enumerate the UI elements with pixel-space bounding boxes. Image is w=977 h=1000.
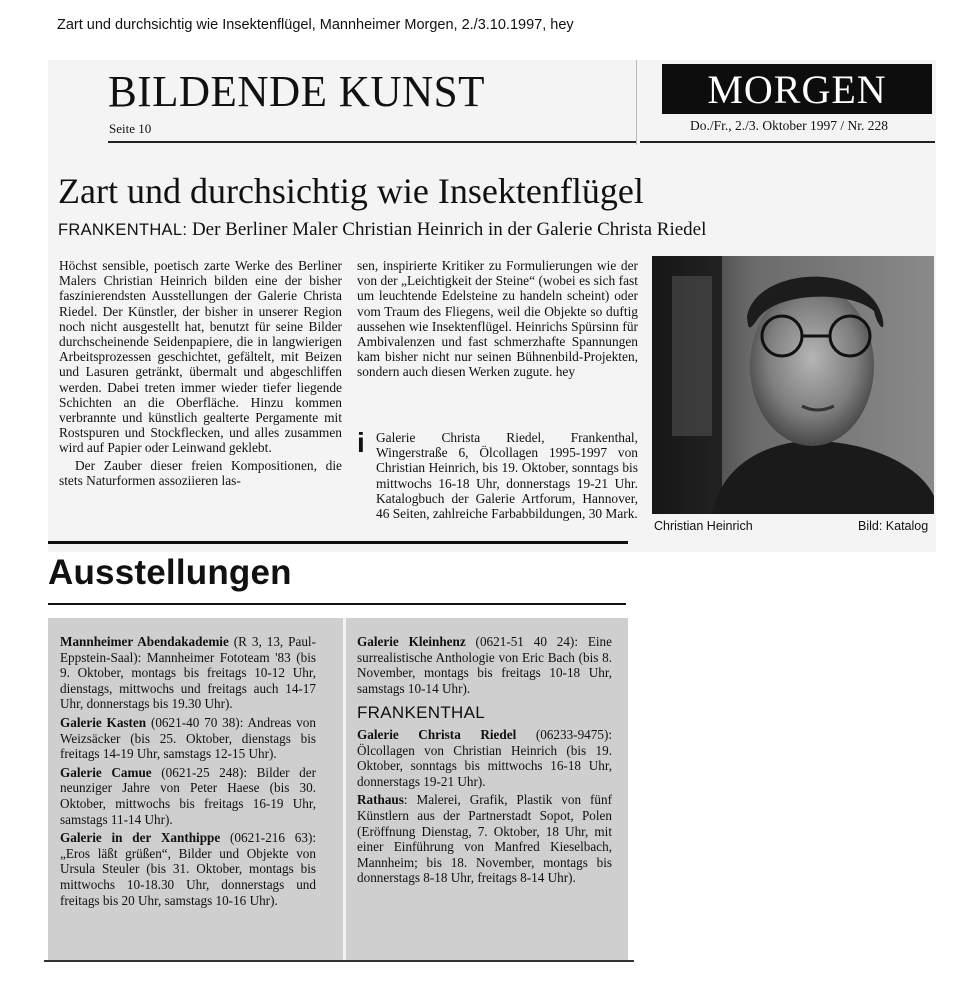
city-subheading: FRANKENTHAL <box>357 703 485 723</box>
listing-details: : Malerei, Grafik, Plastik von fünf Künstlern aus der Partnerstadt Sopot, Polen (Eröffnung Dienstag, 7. Oktober, 18 Uhr, mit einer Einführung von Manfred Kieselbach, Mannheim; bis 18. November, montags bis donnerstags 8-18 Uhr, freitags 8-14 Uhr). <box>357 792 612 886</box>
listing-item <box>60 830 316 908</box>
listing-venue: Mannheimer Abendakademie <box>60 634 229 649</box>
exhibitions-bottom-rule <box>44 960 634 962</box>
document-caption: Zart und durchsichtig wie Insektenflügel, Mannheimer Morgen, 2./3.10.1997, hey <box>57 17 574 33</box>
article-column-1 <box>59 258 342 488</box>
listing-item <box>60 765 316 827</box>
listing-details: (0621-40 70 38): Andreas von Weizsäcker (bis 25. Oktober, dienstags bis freitags 14-19 Uhr, samstags 12-15 Uhr). <box>60 714 316 762</box>
article-paragraph: sen, inspirierte Kritiker zu Formulierungen wie der von der „Leichtigkeit der Steine“ (wobei es sich fast um leuchtende Edelsteine zu handeln scheint) oder vom Traum des Fliegens, weil die Objekte so duftig aussehen wie Insektenflügel. Heinrichs Spürsinn für Ambivalenzen und fast schmerzhafte Spannungen kam bisher nicht nur seinen Bühnenbild-Projekten, sondern auch diesen Werken zugute. hey <box>357 258 638 380</box>
photo-credit: Bild: Katalog <box>858 519 929 533</box>
page-number: Seite 10 <box>109 121 152 136</box>
listing-item <box>357 727 612 789</box>
listing-details: (0621-51 40 24): Eine surrealistische Anthologie von Eric Bach (bis 8. November, montags bis freitags 10-18 Uhr, samstags 10-14 Uhr). <box>357 634 612 696</box>
listing-item <box>60 715 316 762</box>
listing-details: (0621-25 248): Bilder der neunziger Jahre von Peter Haese (bis 30. Oktober, mittwochs bis freitags 16-19 Uhr, samstags 11-14 Uhr). <box>60 764 317 827</box>
article-headline: Zart und durchsichtig wie Insektenflügel <box>58 171 644 211</box>
article-kicker: FRANKENTHAL: <box>58 221 188 239</box>
listing-details: (06233-9475): Ölcollagen von Christian Heinrich (bis 19. Oktober, sonntags bis mittwochs 16-18 Uhr, donnerstags 19-21 Uhr). <box>357 726 612 789</box>
newspaper-logo <box>662 64 932 114</box>
listing-details: (0621-216 63): „Eros läßt grüßen“, Bilder und Objekte von Ursula Steuler (bis 31. Oktober, montags bis mittwochs 10-18.30 Uhr, donnerstags und freitags bis 20 Uhr, samstags 10-16 Uhr). <box>60 830 316 908</box>
section-title: BILDENDE KUNST <box>108 67 485 116</box>
listing-item <box>357 634 612 696</box>
article-subheadline: Der Berliner Maler Christian Heinrich in der Galerie Christa Riedel <box>191 219 707 240</box>
listing-details: (R 3, 13, Paul-Eppstein-Saal): Mannheimer Fototeam '83 (bis 9. Oktober, montags bis freitags 10-12 Uhr, dienstags, mittwochs und freitags auch 14-17 Uhr, donnerstags bis 19.30 Uhr). <box>60 634 316 712</box>
portrait-image <box>652 256 934 514</box>
listing-venue: Galerie Camue <box>60 764 152 780</box>
exhibitions-rule <box>48 603 626 605</box>
logo-text: MORGEN <box>707 66 887 112</box>
info-icon: i <box>357 427 365 458</box>
listing-venue: Galerie Kleinhenz <box>357 634 466 649</box>
exhibitions-column-left <box>60 634 316 911</box>
article-paragraph: Höchst sensible, poetisch zarte Werke des Berliner Malers Christian Heinrich bilden eine der bisher faszinierendsten Ausstellungen der Galerie Christa Riedel. Der Künstler, der bisher in unserer Region noch nicht ausgestellt hat, benutzt für seine Bilder durchscheinende Seidenpapiere, die in langwierigen Arbeitsprozessen geschichtet, gefältelt, mit Beizen und Lasuren getränkt, übermalt und abgeschliffen werden. Dabei treten immer wieder tiefer liegende Schichten an die Oberfläche. Hinzu kommen verbrannte und künstlich gealterte Pergamente mit Rostspuren und Stockflecken, und alles zusammen wird auf Papier oder Leinwand geklebt. <box>59 258 342 456</box>
column-divider <box>343 618 346 960</box>
listing-venue: Galerie Christa Riedel <box>357 726 517 742</box>
issue-rule <box>640 141 935 143</box>
artist-photo <box>652 256 934 514</box>
header-rule <box>108 141 636 143</box>
header-divider <box>636 60 637 145</box>
listing-venue: Galerie in der Xanthippe <box>60 830 221 846</box>
article-bottom-rule <box>48 541 628 544</box>
article-column-2 <box>357 258 638 380</box>
listing-item <box>60 634 316 712</box>
article-subheadline-row <box>58 219 706 241</box>
issue-date: Do./Fr., 2./3. Oktober 1997 / Nr. 228 <box>690 118 888 133</box>
exhibitions-column-right <box>357 634 612 889</box>
exhibitions-title: Ausstellungen <box>48 553 292 592</box>
listing-venue: Galerie Kasten <box>60 714 147 730</box>
photo-caption: Christian Heinrich <box>654 519 753 533</box>
info-box-text: Galerie Christa Riedel, Frankenthal, Wingerstraße 6, Ölcollagen 1995-1997 von Christian Heinrich, bis 19. Oktober, sonntags bis mittwochs 16-18 Uhr, donnerstags 19-21 Uhr. Katalogbuch der Galerie Artforum, Hannover, 46 Seiten, zahlreiche Farbabbildungen, 30 Mark. <box>376 430 638 522</box>
listing-venue: Rathaus <box>357 792 404 808</box>
article-paragraph: Der Zauber dieser freien Kompositionen, die stets Naturformen assoziieren las- <box>59 457 342 488</box>
listing-item <box>357 792 612 886</box>
